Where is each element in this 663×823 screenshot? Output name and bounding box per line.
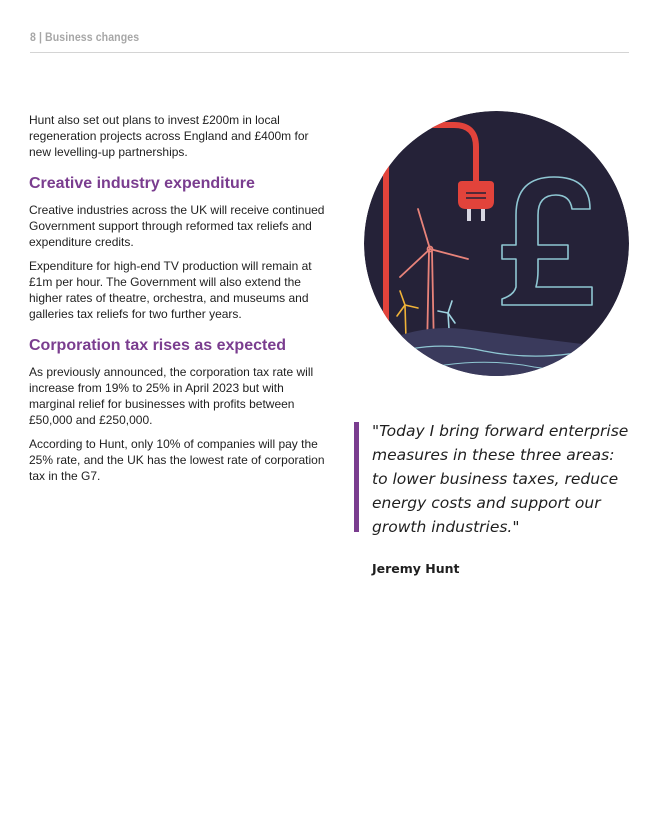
intro-paragraph: Hunt also set out plans to invest £200m in local regeneration projects across England and £400m for new levelling-up partnerships. <box>29 113 309 159</box>
pull-quote-bar <box>354 422 359 532</box>
article-body <box>29 112 325 492</box>
paragraph: As previously announced, the corporation tax rate will increase from 19% to 25% in April 2023 but with marginal relief for businesses with profits between £50,000 and £250,000. <box>29 365 314 427</box>
paragraph: According to Hunt, only 10% of companies will pay the 25% rate, and the UK has the lowest rate of corporation tax in the G7. <box>29 437 325 483</box>
illustration-svg <box>364 111 629 376</box>
paragraph: Expenditure for high-end TV production will remain at £1m per hour. The Government will also extend the higher rates of theatre, orchestra, and museums and galleries tax reliefs for two further years. <box>29 259 312 321</box>
pull-quote: "Today I bring forward enterprise measures in these three areas: to lower business taxes, reduce energy costs and support our growth industries." <box>372 422 629 536</box>
header-divider <box>30 52 629 53</box>
section-heading-creative: Creative industry expenditure <box>29 175 255 192</box>
paragraph: Creative industries across the UK will receive continued Government support through reformed tax reliefs and expenditure credits. <box>29 203 325 249</box>
quote-attribution: Jeremy Hunt <box>372 561 460 576</box>
energy-illustration <box>364 111 629 376</box>
section-heading-corporation-tax: Corporation tax rises as expected <box>29 337 286 354</box>
running-header: 8 | Business changes <box>30 30 140 44</box>
